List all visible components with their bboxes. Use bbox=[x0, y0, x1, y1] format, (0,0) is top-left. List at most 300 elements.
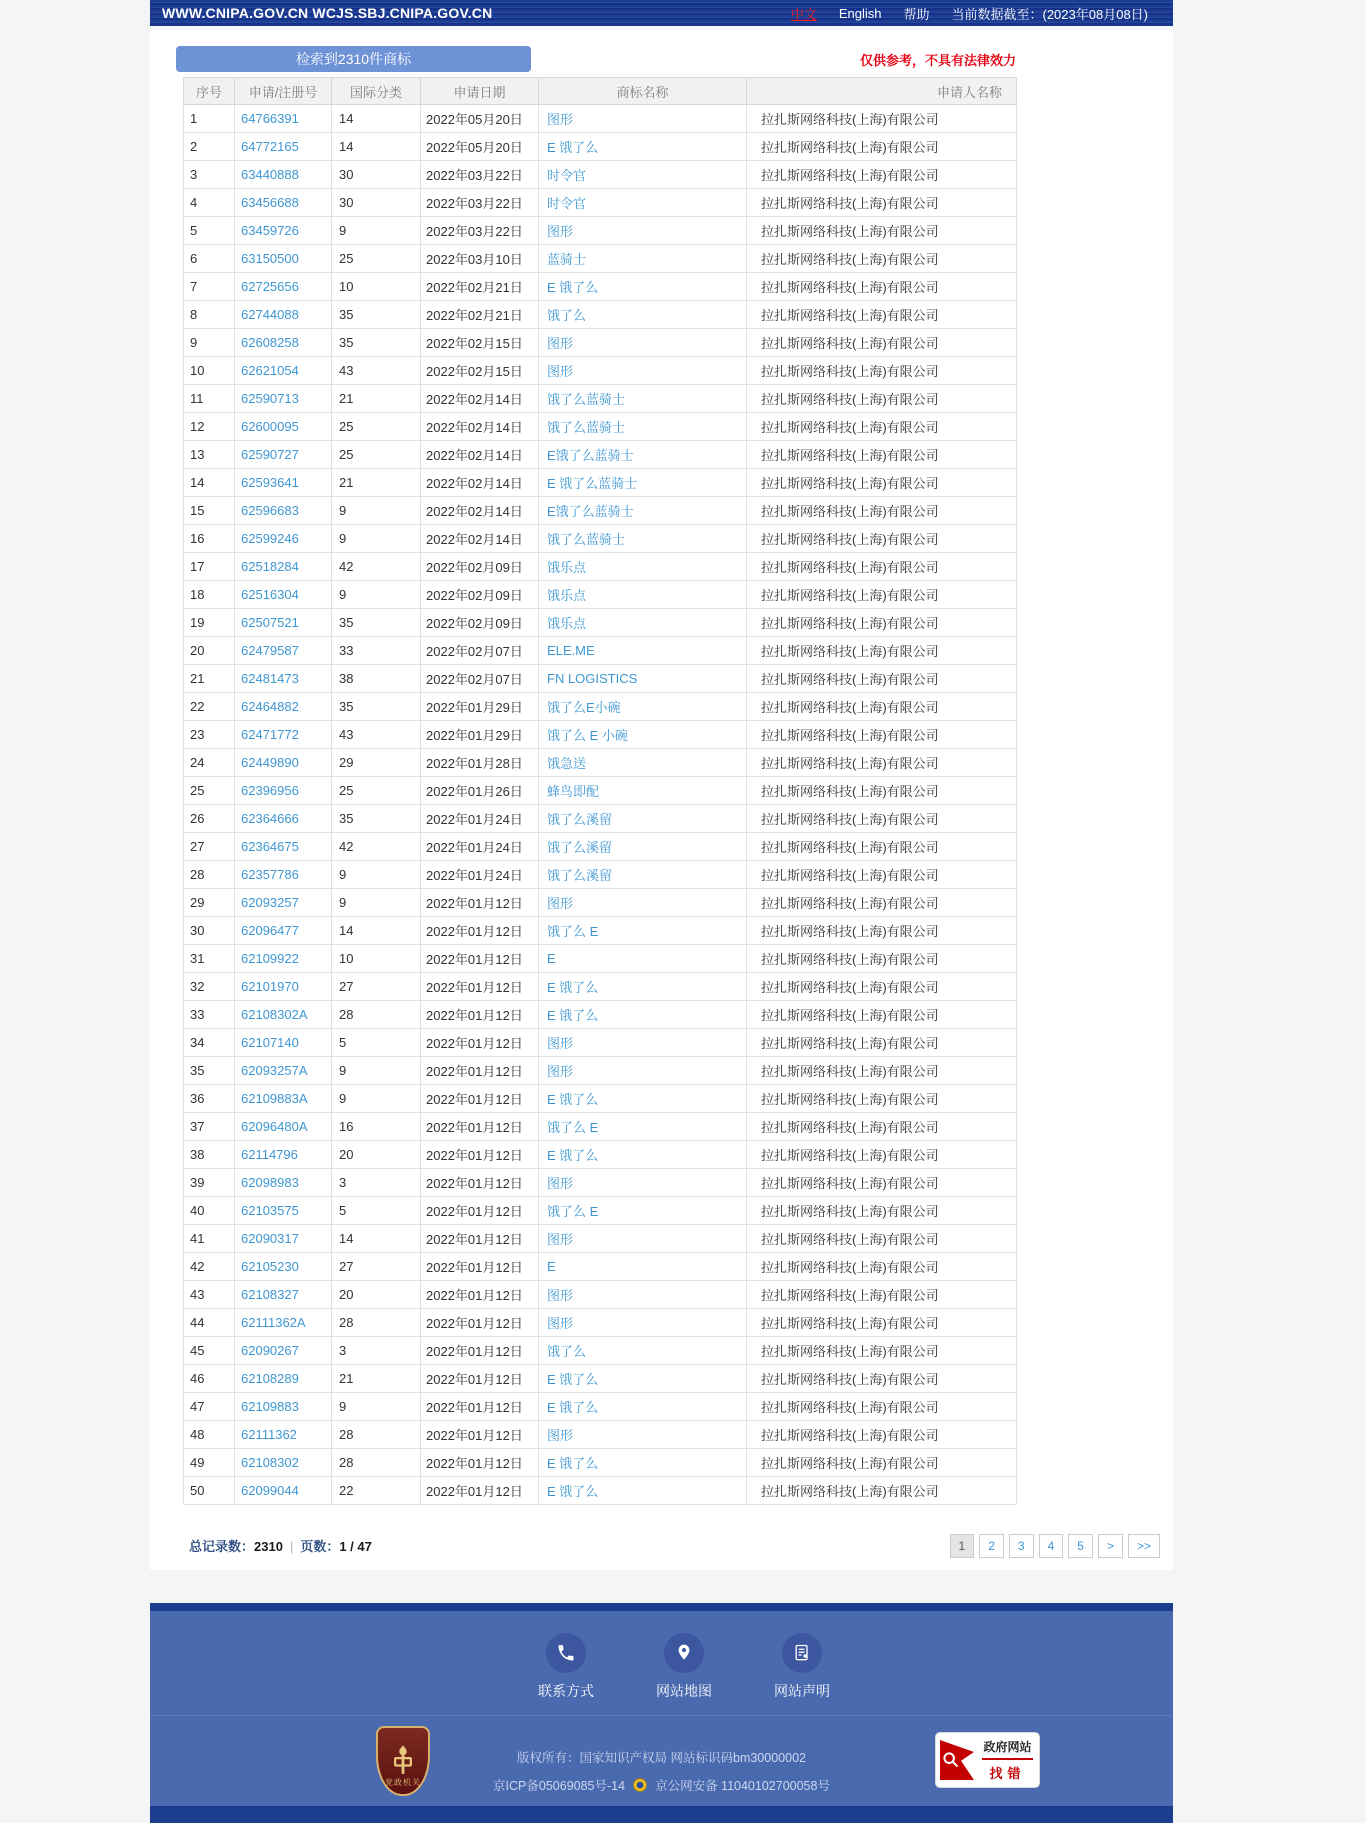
trademark-name-link[interactable]: 图形 bbox=[547, 1288, 574, 1303]
application-number-link[interactable]: 62479587 bbox=[241, 643, 299, 658]
trademark-name-link[interactable]: 饿了么 E bbox=[547, 1120, 599, 1135]
application-number-link[interactable]: 62507521 bbox=[241, 615, 299, 630]
table-cell bbox=[235, 637, 332, 665]
table-cell-applicant-name: 拉扎斯网络科技(上海)有限公司 bbox=[747, 833, 1017, 861]
trademark-name-link[interactable]: 饿了么蓝骑士 bbox=[547, 420, 626, 435]
table-cell-intl-class: 9 bbox=[332, 525, 421, 553]
table-cell-applicant-name: 拉扎斯网络科技(上海)有限公司 bbox=[747, 497, 1017, 525]
table-cell bbox=[235, 217, 332, 245]
trademark-name-link[interactable]: E 饿了么 bbox=[547, 140, 599, 155]
page-button[interactable]: 2 bbox=[979, 1534, 1004, 1558]
disclaimer-text: 仅供参考，不具有法律效力 bbox=[859, 52, 1016, 68]
application-number-link[interactable]: 62090317 bbox=[241, 1231, 299, 1246]
footer bbox=[150, 1603, 1173, 1823]
table-cell bbox=[235, 1169, 332, 1197]
table-row bbox=[184, 721, 1017, 749]
top-bar-links bbox=[791, 4, 1173, 23]
table-cell bbox=[235, 469, 332, 497]
table-cell bbox=[235, 945, 332, 973]
application-number-link[interactable]: 62101970 bbox=[241, 979, 299, 994]
table-cell-seq: 30 bbox=[184, 917, 235, 945]
table-cell-seq: 15 bbox=[184, 497, 235, 525]
table-cell bbox=[539, 329, 747, 357]
table-row bbox=[184, 1085, 1017, 1113]
table-cell-intl-class: 21 bbox=[332, 1365, 421, 1393]
table-cell bbox=[539, 301, 747, 329]
table-row bbox=[184, 525, 1017, 553]
table-cell-app-date: 2022年01月12日 bbox=[421, 1281, 539, 1309]
table-cell-seq: 6 bbox=[184, 245, 235, 273]
table-cell bbox=[235, 1029, 332, 1057]
table-cell-app-date: 2022年01月28日 bbox=[421, 749, 539, 777]
table-cell-seq: 26 bbox=[184, 805, 235, 833]
table-cell bbox=[539, 553, 747, 581]
application-number-link[interactable]: 62098983 bbox=[241, 1175, 299, 1190]
table-cell-seq: 40 bbox=[184, 1197, 235, 1225]
table-cell-intl-class: 21 bbox=[332, 385, 421, 413]
table-cell-seq: 36 bbox=[184, 1085, 235, 1113]
table-cell-seq: 1 bbox=[184, 105, 235, 133]
table-cell-app-date: 2022年02月21日 bbox=[421, 273, 539, 301]
table-row bbox=[184, 581, 1017, 609]
table-cell-app-date: 2022年05月20日 bbox=[421, 105, 539, 133]
footer-link-statement[interactable] bbox=[761, 1633, 843, 1701]
table-cell bbox=[539, 1337, 747, 1365]
table-cell-applicant-name: 拉扎斯网络科技(上海)有限公司 bbox=[747, 245, 1017, 273]
application-number-link[interactable]: 62099044 bbox=[241, 1483, 299, 1498]
application-number-link[interactable]: 62108302A bbox=[241, 1007, 308, 1022]
table-cell-seq: 12 bbox=[184, 413, 235, 441]
table-cell-intl-class: 9 bbox=[332, 217, 421, 245]
trademark-name-link[interactable]: E 饿了么 bbox=[547, 980, 599, 995]
table-cell bbox=[235, 1393, 332, 1421]
trademark-name-link[interactable]: 饿乐点 bbox=[547, 616, 587, 631]
table-cell-seq: 22 bbox=[184, 693, 235, 721]
application-number-link[interactable]: 62096480A bbox=[241, 1119, 308, 1134]
table-cell-applicant-name: 拉扎斯网络科技(上海)有限公司 bbox=[747, 1197, 1017, 1225]
table-cell bbox=[539, 1141, 747, 1169]
table-row bbox=[184, 1477, 1017, 1505]
application-number-link[interactable]: 62449890 bbox=[241, 755, 299, 770]
trademark-name-link[interactable]: E 饿了么 bbox=[547, 280, 599, 295]
table-cell-intl-class: 28 bbox=[332, 1001, 421, 1029]
table-cell bbox=[539, 1421, 747, 1449]
trademark-name-link[interactable]: 饿乐点 bbox=[547, 588, 587, 603]
table-cell-app-date: 2022年01月12日 bbox=[421, 1393, 539, 1421]
table-cell bbox=[235, 189, 332, 217]
table-cell-app-date: 2022年01月24日 bbox=[421, 861, 539, 889]
trademark-name-link[interactable]: E饿了么蓝骑士 bbox=[547, 504, 634, 519]
trademark-name-link[interactable]: 蜂鸟即配 bbox=[547, 784, 600, 799]
table-row bbox=[184, 217, 1017, 245]
table-cell-intl-class: 28 bbox=[332, 1449, 421, 1477]
table-cell bbox=[235, 133, 332, 161]
table-cell bbox=[539, 945, 747, 973]
trademark-name-link[interactable]: 图形 bbox=[547, 1232, 574, 1247]
table-cell-applicant-name: 拉扎斯网络科技(上海)有限公司 bbox=[747, 1477, 1017, 1505]
application-number-link[interactable]: 62096477 bbox=[241, 923, 299, 938]
footer-links bbox=[150, 1611, 1173, 1715]
table-row bbox=[184, 1029, 1017, 1057]
trademark-name-link[interactable]: E 饿了么 bbox=[547, 1008, 599, 1023]
page-count-value: 1 / 47 bbox=[339, 1539, 372, 1554]
table-cell-applicant-name: 拉扎斯网络科技(上海)有限公司 bbox=[747, 749, 1017, 777]
table-cell-app-date: 2022年01月29日 bbox=[421, 721, 539, 749]
table-row bbox=[184, 161, 1017, 189]
table-cell-app-date: 2022年03月22日 bbox=[421, 189, 539, 217]
table-cell-intl-class: 28 bbox=[332, 1309, 421, 1337]
trademark-name-link[interactable]: 饿了么蓝骑士 bbox=[547, 532, 626, 547]
page-button[interactable]: 5 bbox=[1068, 1534, 1093, 1558]
application-number-link[interactable]: 64766391 bbox=[241, 111, 299, 126]
table-cell-intl-class: 16 bbox=[332, 1113, 421, 1141]
application-number-link[interactable]: 62590713 bbox=[241, 391, 299, 406]
table-cell-seq: 11 bbox=[184, 385, 235, 413]
table-cell-applicant-name: 拉扎斯网络科技(上海)有限公司 bbox=[747, 1141, 1017, 1169]
table-cell-applicant-name: 拉扎斯网络科技(上海)有限公司 bbox=[747, 469, 1017, 497]
column-header-applicant-name: 申请人名称 bbox=[747, 78, 1017, 105]
table-row bbox=[184, 889, 1017, 917]
application-number-link[interactable]: 62518284 bbox=[241, 559, 299, 574]
table-cell bbox=[539, 189, 747, 217]
table-cell-intl-class: 21 bbox=[332, 469, 421, 497]
table-cell bbox=[235, 805, 332, 833]
application-number-link[interactable]: 62108289 bbox=[241, 1371, 299, 1386]
trademark-name-link[interactable]: 图形 bbox=[547, 896, 574, 911]
application-number-link[interactable]: 62744088 bbox=[241, 307, 299, 322]
trademark-name-link[interactable]: E饿了么蓝骑士 bbox=[547, 448, 634, 463]
table-cell-intl-class: 25 bbox=[332, 777, 421, 805]
last-page-button[interactable]: >> bbox=[1128, 1534, 1160, 1558]
trademark-name-link[interactable]: 图形 bbox=[547, 224, 574, 239]
trademark-name-link[interactable]: ELE.ME bbox=[547, 643, 595, 658]
footer-link-label: 网站地图 bbox=[656, 1683, 712, 1699]
table-cell bbox=[539, 357, 747, 385]
application-number-link[interactable]: 62114796 bbox=[241, 1147, 298, 1162]
table-cell bbox=[539, 1197, 747, 1225]
table-row bbox=[184, 1225, 1017, 1253]
table-cell-intl-class: 9 bbox=[332, 581, 421, 609]
trademark-name-link[interactable]: E 饿了么 bbox=[547, 1092, 599, 1107]
page-column bbox=[150, 0, 1173, 1823]
table-cell bbox=[235, 301, 332, 329]
application-number-link[interactable]: 62107140 bbox=[241, 1035, 299, 1050]
application-number-link[interactable]: 62111362A bbox=[241, 1315, 306, 1330]
table-cell-applicant-name: 拉扎斯网络科技(上海)有限公司 bbox=[747, 945, 1017, 973]
trademark-name-link[interactable]: 图形 bbox=[547, 1316, 574, 1331]
table-cell-seq: 43 bbox=[184, 1281, 235, 1309]
table-cell-applicant-name: 拉扎斯网络科技(上海)有限公司 bbox=[747, 1225, 1017, 1253]
table-cell bbox=[539, 385, 747, 413]
table-cell-app-date: 2022年01月12日 bbox=[421, 1085, 539, 1113]
application-number-link[interactable]: 62093257A bbox=[241, 1063, 308, 1078]
table-cell-intl-class: 28 bbox=[332, 1421, 421, 1449]
footer-bottom-strip bbox=[150, 1806, 1173, 1823]
table-cell-app-date: 2022年01月26日 bbox=[421, 777, 539, 805]
trademark-name-link[interactable]: 饿了么 bbox=[547, 1344, 587, 1359]
table-cell bbox=[235, 917, 332, 945]
table-row bbox=[184, 1421, 1017, 1449]
table-cell bbox=[539, 665, 747, 693]
table-cell-seq: 29 bbox=[184, 889, 235, 917]
table-cell bbox=[235, 1309, 332, 1337]
table-row bbox=[184, 917, 1017, 945]
table-cell bbox=[539, 721, 747, 749]
table-cell-intl-class: 38 bbox=[332, 665, 421, 693]
table-cell-seq: 18 bbox=[184, 581, 235, 609]
application-number-link[interactable]: 62090267 bbox=[241, 1343, 299, 1358]
help-link[interactable]: 帮助 bbox=[903, 6, 930, 22]
table-row bbox=[184, 833, 1017, 861]
table-cell-app-date: 2022年01月12日 bbox=[421, 1253, 539, 1281]
trademark-name-link[interactable]: 蓝骑士 bbox=[547, 252, 587, 267]
trademark-name-link[interactable]: 图形 bbox=[547, 112, 574, 127]
table-cell-applicant-name: 拉扎斯网络科技(上海)有限公司 bbox=[747, 973, 1017, 1001]
icp-number: 京ICP备05069085号-14 bbox=[493, 1779, 626, 1793]
application-number-link[interactable]: 62481473 bbox=[241, 671, 299, 686]
application-number-link[interactable]: 62596683 bbox=[241, 503, 299, 518]
application-number-link[interactable]: 63150500 bbox=[241, 251, 299, 266]
application-number-link[interactable]: 62103575 bbox=[241, 1203, 299, 1218]
trademark-name-link[interactable]: 饿了么E小碗 bbox=[547, 700, 621, 715]
table-cell-seq: 46 bbox=[184, 1365, 235, 1393]
table-cell-applicant-name: 拉扎斯网络科技(上海)有限公司 bbox=[747, 105, 1017, 133]
next-page-button[interactable]: > bbox=[1098, 1534, 1123, 1558]
trademark-name-link[interactable]: E bbox=[547, 1259, 556, 1274]
trademark-name-link[interactable]: 饿乐点 bbox=[547, 560, 587, 575]
footer-link-sitemap[interactable] bbox=[643, 1633, 725, 1701]
application-number-link[interactable]: 62725656 bbox=[241, 279, 299, 294]
table-cell-seq: 3 bbox=[184, 161, 235, 189]
table-cell bbox=[235, 1365, 332, 1393]
table-cell-applicant-name: 拉扎斯网络科技(上海)有限公司 bbox=[747, 357, 1017, 385]
table-cell bbox=[539, 833, 747, 861]
application-number-link[interactable]: 62093257 bbox=[241, 895, 299, 910]
trademark-name-link[interactable]: 图形 bbox=[547, 1064, 574, 1079]
table-cell-applicant-name: 拉扎斯网络科技(上海)有限公司 bbox=[747, 1169, 1017, 1197]
trademark-name-link[interactable]: E 饿了么 bbox=[547, 1372, 599, 1387]
table-cell bbox=[235, 861, 332, 889]
trademark-name-link[interactable]: 饿了么 E bbox=[547, 1204, 599, 1219]
table-cell-applicant-name: 拉扎斯网络科技(上海)有限公司 bbox=[747, 1253, 1017, 1281]
trademark-name-link[interactable]: 时令官 bbox=[547, 196, 587, 211]
table-cell-seq: 8 bbox=[184, 301, 235, 329]
table-cell bbox=[235, 1001, 332, 1029]
application-number-link[interactable]: 62608258 bbox=[241, 335, 299, 350]
trademark-name-link[interactable]: 图形 bbox=[547, 364, 574, 379]
table-cell bbox=[235, 1057, 332, 1085]
table-cell-intl-class: 43 bbox=[332, 721, 421, 749]
table-cell bbox=[539, 917, 747, 945]
records-summary bbox=[189, 1536, 372, 1555]
table-cell-app-date: 2022年01月12日 bbox=[421, 1113, 539, 1141]
table-cell-intl-class: 35 bbox=[332, 609, 421, 637]
trademark-name-link[interactable]: 饿了么溪留 bbox=[547, 840, 613, 855]
table-cell-seq: 37 bbox=[184, 1113, 235, 1141]
table-cell bbox=[235, 581, 332, 609]
table-cell-app-date: 2022年02月09日 bbox=[421, 581, 539, 609]
application-number-link[interactable]: 62109883 bbox=[241, 1399, 299, 1414]
table-cell bbox=[235, 1141, 332, 1169]
application-number-link[interactable]: 62105230 bbox=[241, 1259, 299, 1274]
application-number-link[interactable]: 62364666 bbox=[241, 811, 299, 826]
table-cell-app-date: 2022年01月12日 bbox=[421, 1449, 539, 1477]
table-cell-intl-class: 20 bbox=[332, 1141, 421, 1169]
table-cell bbox=[539, 1001, 747, 1029]
table-cell-intl-class: 25 bbox=[332, 441, 421, 469]
table-cell-seq: 28 bbox=[184, 861, 235, 889]
table-cell bbox=[235, 273, 332, 301]
application-number-link[interactable]: 62593641 bbox=[241, 475, 299, 490]
phone-icon bbox=[546, 1633, 586, 1673]
application-number-link[interactable]: 63456688 bbox=[241, 195, 299, 210]
table-cell-intl-class: 14 bbox=[332, 917, 421, 945]
table-cell-seq: 50 bbox=[184, 1477, 235, 1505]
footer-top-strip bbox=[150, 1603, 1173, 1611]
trademark-name-link[interactable]: 饿了么溪留 bbox=[547, 868, 613, 883]
table-cell-intl-class: 30 bbox=[332, 189, 421, 217]
table-cell-app-date: 2022年01月12日 bbox=[421, 1477, 539, 1505]
table-cell-intl-class: 5 bbox=[332, 1197, 421, 1225]
table-cell bbox=[235, 1253, 332, 1281]
application-number-link[interactable]: 62109883A bbox=[241, 1091, 308, 1106]
table-cell-app-date: 2022年01月12日 bbox=[421, 1141, 539, 1169]
trademark-name-link[interactable]: 饿了么溪留 bbox=[547, 812, 613, 827]
table-cell-seq: 25 bbox=[184, 777, 235, 805]
trademark-name-link[interactable]: FN LOGISTICS bbox=[547, 671, 638, 686]
table-cell-intl-class: 42 bbox=[332, 553, 421, 581]
table-row bbox=[184, 1169, 1017, 1197]
trademark-name-link[interactable]: 图形 bbox=[547, 1176, 574, 1191]
table-cell-seq: 45 bbox=[184, 1337, 235, 1365]
table-cell bbox=[539, 1113, 747, 1141]
table-cell-applicant-name: 拉扎斯网络科技(上海)有限公司 bbox=[747, 861, 1017, 889]
trademark-name-link[interactable]: E 饿了么 bbox=[547, 1148, 599, 1163]
table-cell-intl-class: 3 bbox=[332, 1337, 421, 1365]
table-cell bbox=[539, 1393, 747, 1421]
trademark-name-link[interactable]: 饿急送 bbox=[547, 756, 587, 771]
table-cell-app-date: 2022年02月14日 bbox=[421, 497, 539, 525]
table-cell-seq: 16 bbox=[184, 525, 235, 553]
total-records-value: 2310 bbox=[254, 1539, 283, 1554]
table-cell-seq: 14 bbox=[184, 469, 235, 497]
table-cell bbox=[539, 693, 747, 721]
application-number-link[interactable]: 64772165 bbox=[241, 139, 299, 154]
table-cell-app-date: 2022年02月07日 bbox=[421, 665, 539, 693]
table-cell-intl-class: 9 bbox=[332, 1393, 421, 1421]
content-area bbox=[150, 30, 1173, 1570]
table-row bbox=[184, 413, 1017, 441]
table-row bbox=[184, 189, 1017, 217]
trademark-name-link[interactable]: E 饿了么 bbox=[547, 1456, 599, 1471]
trademark-name-link[interactable]: 饿了么蓝骑士 bbox=[547, 392, 626, 407]
table-cell-applicant-name: 拉扎斯网络科技(上海)有限公司 bbox=[747, 413, 1017, 441]
table-cell-app-date: 2022年02月15日 bbox=[421, 357, 539, 385]
trademark-name-link[interactable]: E 饿了么蓝骑士 bbox=[547, 476, 638, 491]
table-cell bbox=[539, 1449, 747, 1477]
application-number-link[interactable]: 62590727 bbox=[241, 447, 299, 462]
column-header-seq: 序号 bbox=[184, 78, 235, 105]
gov-badge-title: 政府网站 bbox=[983, 1740, 1032, 1754]
table-cell bbox=[539, 1029, 747, 1057]
table-cell bbox=[539, 413, 747, 441]
table-cell bbox=[539, 273, 747, 301]
application-number-link[interactable]: 62357786 bbox=[241, 867, 299, 882]
table-cell-seq: 31 bbox=[184, 945, 235, 973]
table-cell-applicant-name: 拉扎斯网络科技(上海)有限公司 bbox=[747, 133, 1017, 161]
results-table-header-row bbox=[184, 78, 1017, 105]
application-number-link[interactable]: 62599246 bbox=[241, 531, 299, 546]
application-number-link[interactable]: 62108302 bbox=[241, 1455, 299, 1470]
table-cell-app-date: 2022年01月12日 bbox=[421, 1225, 539, 1253]
table-cell bbox=[539, 525, 747, 553]
footer-link-contact[interactable] bbox=[525, 1633, 607, 1701]
table-row bbox=[184, 1281, 1017, 1309]
table-row bbox=[184, 1365, 1017, 1393]
table-cell-seq: 38 bbox=[184, 1141, 235, 1169]
column-header-intl-class: 国际分类 bbox=[332, 78, 421, 105]
table-cell-seq: 10 bbox=[184, 357, 235, 385]
application-number-link[interactable]: 62464882 bbox=[241, 699, 299, 714]
table-cell-app-date: 2022年03月22日 bbox=[421, 161, 539, 189]
application-number-link[interactable]: 62621054 bbox=[241, 363, 299, 378]
application-number-link[interactable]: 62600095 bbox=[241, 419, 299, 434]
application-number-link[interactable]: 63459726 bbox=[241, 223, 299, 238]
application-number-link[interactable]: 62471772 bbox=[241, 727, 299, 742]
table-cell-intl-class: 27 bbox=[332, 973, 421, 1001]
application-number-link[interactable]: 62111362 bbox=[241, 1427, 297, 1442]
trademark-name-link[interactable]: 时令官 bbox=[547, 168, 587, 183]
page-button-current[interactable]: 1 bbox=[950, 1534, 975, 1558]
site-url: WWW.CNIPA.GOV.CN WCJS.SBJ.CNIPA.GOV.CN bbox=[162, 5, 493, 21]
column-header-app-date: 申请日期 bbox=[421, 78, 539, 105]
gov-website-error-report-badge[interactable] bbox=[935, 1732, 1040, 1788]
application-number-link[interactable]: 62108327 bbox=[241, 1287, 299, 1302]
trademark-name-link[interactable]: 饿了么 bbox=[547, 308, 587, 323]
application-number-link[interactable]: 62396956 bbox=[241, 783, 299, 798]
page-button[interactable]: 4 bbox=[1039, 1534, 1064, 1558]
lang-english-link[interactable]: English bbox=[838, 5, 882, 21]
table-row bbox=[184, 441, 1017, 469]
gov-badge-action: 找错 bbox=[989, 1766, 1026, 1781]
table-cell-app-date: 2022年03月10日 bbox=[421, 245, 539, 273]
table-cell-applicant-name: 拉扎斯网络科技(上海)有限公司 bbox=[747, 917, 1017, 945]
trademark-name-link[interactable]: 饿了么 E 小碗 bbox=[547, 728, 628, 743]
public-security-badge-icon bbox=[633, 1778, 647, 1792]
summary-separator: | bbox=[289, 1539, 294, 1554]
trademark-name-link[interactable]: 图形 bbox=[547, 1428, 574, 1443]
page-button[interactable]: 3 bbox=[1009, 1534, 1034, 1558]
application-number-link[interactable]: 62364675 bbox=[241, 839, 299, 854]
table-cell-seq: 47 bbox=[184, 1393, 235, 1421]
table-cell bbox=[539, 1281, 747, 1309]
top-bar bbox=[150, 0, 1173, 26]
table-cell bbox=[235, 329, 332, 357]
table-cell-applicant-name: 拉扎斯网络科技(上海)有限公司 bbox=[747, 1001, 1017, 1029]
application-number-link[interactable]: 63440888 bbox=[241, 167, 299, 182]
application-number-link[interactable]: 62109922 bbox=[241, 951, 299, 966]
trademark-name-link[interactable]: E bbox=[547, 951, 556, 966]
table-cell bbox=[235, 1225, 332, 1253]
table-cell-intl-class: 10 bbox=[332, 273, 421, 301]
trademark-name-link[interactable]: E 饿了么 bbox=[547, 1484, 599, 1499]
trademark-name-link[interactable]: E 饿了么 bbox=[547, 1400, 599, 1415]
trademark-name-link[interactable]: 图形 bbox=[547, 1036, 574, 1051]
application-number-link[interactable]: 62516304 bbox=[241, 587, 299, 602]
trademark-name-link[interactable]: 图形 bbox=[547, 336, 574, 351]
trademark-name-link[interactable]: 饿了么 E bbox=[547, 924, 599, 939]
lang-chinese-link[interactable]: 中文 bbox=[790, 6, 817, 22]
